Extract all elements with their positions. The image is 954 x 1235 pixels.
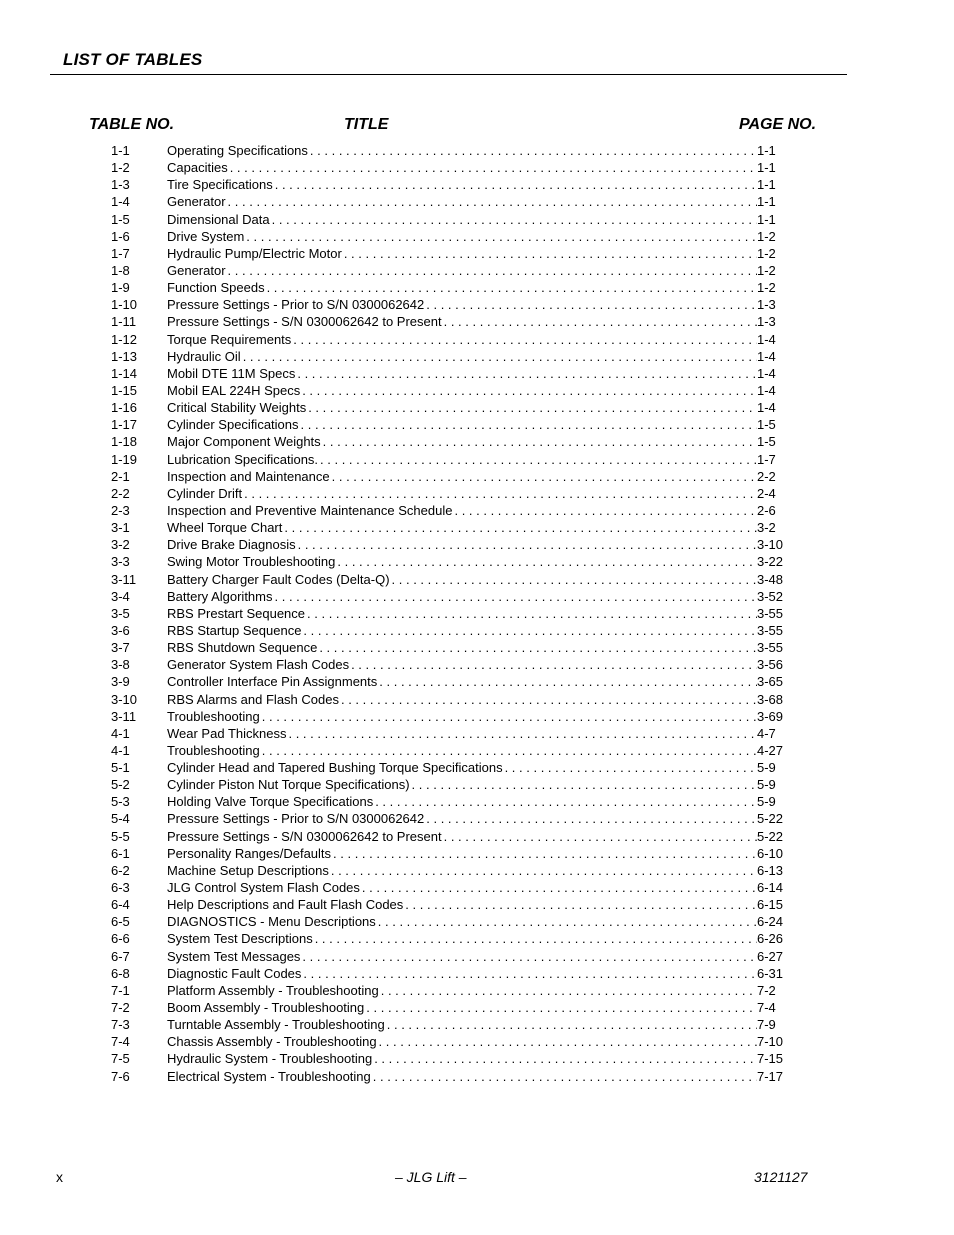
table-title: Controller Interface Pin Assignments (167, 674, 378, 690)
table-page-number: 1-1 (757, 160, 776, 176)
table-number: 6-7 (111, 948, 130, 964)
table-page-number: 1-2 (757, 280, 776, 296)
column-header-title: TITLE (344, 116, 389, 133)
dot-leader (244, 228, 757, 245)
table-page-number: 1-1 (757, 194, 776, 210)
list-item[interactable] (111, 691, 791, 708)
table-title: Drive System (167, 228, 245, 244)
dot-leader (424, 296, 757, 313)
table-title: Troubleshooting (167, 742, 260, 758)
table-page-number: 1-2 (757, 245, 776, 261)
list-item[interactable] (111, 828, 791, 845)
list-item[interactable] (111, 845, 791, 862)
dot-leader (228, 159, 757, 176)
table-page-number: 1-5 (757, 417, 776, 433)
column-header-page-no: PAGE NO. (739, 116, 817, 133)
table-page-number: 5-22 (757, 828, 784, 844)
table-number: 5-3 (111, 794, 130, 810)
table-page-number: 1-4 (757, 365, 776, 381)
dot-leader (308, 142, 757, 159)
table-number: 1-10 (111, 297, 138, 313)
dot-leader (403, 896, 757, 913)
table-title: Inspection and Preventive Maintenance Schedule (167, 502, 453, 518)
dot-leader (301, 622, 757, 639)
table-title: Battery Algorithms (167, 588, 273, 604)
table-title: Electrical System - Troubleshooting (167, 1068, 371, 1084)
table-page-number: 1-3 (757, 314, 776, 330)
table-number: 6-1 (111, 845, 130, 861)
table-number: 3-9 (111, 674, 130, 690)
table-number: 3-11 (111, 571, 137, 587)
list-item[interactable] (111, 331, 791, 348)
table-title: Diagnostic Fault Codes (167, 965, 302, 981)
table-list (111, 142, 791, 1085)
dot-leader (371, 1068, 757, 1085)
table-title: Machine Setup Descriptions (167, 862, 329, 878)
table-page-number: 1-4 (757, 348, 776, 364)
list-item[interactable] (111, 348, 791, 365)
list-item[interactable] (111, 365, 791, 382)
table-number: 1-19 (111, 451, 138, 467)
list-item[interactable] (111, 793, 791, 810)
table-title: Chassis Assembly - Troubleshooting (167, 1034, 377, 1050)
table-page-number: 7-4 (757, 1000, 776, 1016)
dot-leader (282, 519, 757, 536)
table-page-number: 5-9 (757, 760, 776, 776)
list-item[interactable] (111, 1050, 791, 1067)
dot-leader (331, 845, 757, 862)
table-number: 1-1 (111, 143, 130, 158)
table-page-number: 3-68 (757, 691, 784, 707)
dot-leader (291, 331, 757, 348)
list-item[interactable] (111, 588, 791, 605)
list-item[interactable] (111, 742, 791, 759)
table-title: JLG Control System Flash Codes (167, 880, 360, 896)
list-item[interactable] (111, 142, 791, 159)
list-item[interactable] (111, 725, 791, 742)
dot-leader (296, 536, 757, 553)
list-item[interactable] (111, 416, 791, 433)
dot-leader (317, 639, 757, 656)
table-number: 1-16 (111, 400, 138, 416)
dot-leader (377, 673, 757, 690)
dot-leader (349, 656, 757, 673)
table-page-number: 3-65 (757, 674, 784, 690)
dot-leader (373, 793, 757, 810)
list-item[interactable] (111, 296, 791, 313)
dot-leader (300, 948, 757, 965)
table-page-number: 3-10 (757, 537, 784, 553)
table-page-number: 2-4 (757, 485, 776, 501)
dot-leader (335, 553, 757, 570)
table-title: Generator (167, 194, 226, 210)
table-number: 1-12 (111, 331, 138, 347)
footer-brand: – JLG Lift – (395, 1169, 467, 1185)
list-item[interactable] (111, 571, 791, 588)
list-item[interactable] (111, 913, 791, 930)
table-title: Lubrication Specifications. (167, 451, 319, 467)
table-title: Cylinder Drift (167, 485, 243, 501)
list-item[interactable] (111, 245, 791, 262)
list-item[interactable] (111, 228, 791, 245)
table-number: 5-4 (111, 811, 130, 827)
table-title: DIAGNOSTICS - Menu Descriptions (167, 914, 376, 930)
table-title: Torque Requirements (167, 331, 292, 347)
table-page-number: 6-31 (757, 965, 784, 981)
table-page-number: 1-1 (757, 143, 776, 158)
list-item[interactable] (111, 519, 791, 536)
list-item[interactable] (111, 313, 791, 330)
table-number: 7-4 (111, 1034, 130, 1050)
list-item[interactable] (111, 553, 791, 570)
list-item[interactable] (111, 896, 791, 913)
table-title: Pressure Settings - S/N 0300062642 to Present (167, 828, 442, 844)
table-title: Personality Ranges/Defaults (167, 845, 332, 861)
dot-leader (376, 913, 757, 930)
table-number: 7-6 (111, 1068, 130, 1084)
list-item[interactable] (111, 879, 791, 896)
table-number: 2-3 (111, 502, 130, 518)
dot-leader (260, 742, 757, 759)
table-title: Help Descriptions and Fault Flash Codes (167, 897, 404, 913)
table-number: 1-4 (111, 194, 130, 210)
dot-leader (364, 999, 757, 1016)
table-number: 5-5 (111, 828, 130, 844)
table-title: System Test Messages (167, 948, 301, 964)
table-page-number: 3-48 (757, 571, 784, 587)
dot-leader (385, 1016, 757, 1033)
table-page-number: 6-27 (757, 948, 784, 964)
table-title: Holding Valve Torque Specifications (167, 794, 374, 810)
dot-leader (306, 399, 757, 416)
table-title: Tire Specifications (167, 177, 273, 193)
dot-leader (286, 725, 757, 742)
table-page-number: 7-10 (757, 1034, 784, 1050)
dot-leader (442, 828, 757, 845)
dot-leader (226, 262, 757, 279)
footer-page-number: x (56, 1169, 63, 1185)
list-item[interactable] (111, 999, 791, 1016)
table-page-number: 3-55 (757, 622, 784, 638)
dot-leader (299, 416, 757, 433)
table-title: Critical Stability Weights (167, 400, 307, 416)
list-item[interactable] (111, 759, 791, 776)
table-page-number: 1-2 (757, 228, 776, 244)
table-page-number: 7-17 (757, 1068, 784, 1084)
dot-leader (342, 245, 757, 262)
list-item[interactable] (111, 708, 791, 725)
table-title: Pressure Settings - S/N 0300062642 to Present (167, 314, 442, 330)
table-title: Pressure Settings - Prior to S/N 0300062642 (167, 811, 425, 827)
dot-leader (424, 810, 757, 827)
table-number: 3-3 (111, 554, 130, 570)
table-page-number: 3-55 (757, 605, 784, 621)
table-title: RBS Shutdown Sequence (167, 640, 318, 656)
list-item[interactable] (111, 433, 791, 450)
table-number: 3-8 (111, 657, 130, 673)
table-title: Wear Pad Thickness (167, 725, 287, 741)
table-title: Hydraulic Pump/Electric Motor (167, 245, 342, 261)
table-number: 1-3 (111, 177, 130, 193)
footer-doc-number: 3121127 (754, 1169, 808, 1185)
table-number: 3-1 (111, 520, 130, 536)
table-number: 1-15 (111, 382, 138, 398)
table-page-number: 6-13 (757, 862, 784, 878)
dot-leader (329, 862, 757, 879)
table-number: 7-3 (111, 1017, 130, 1033)
list-item[interactable] (111, 211, 791, 228)
dot-leader (313, 930, 757, 947)
table-page-number: 3-2 (757, 520, 776, 536)
dot-leader (410, 776, 757, 793)
table-title: System Test Descriptions (167, 931, 313, 947)
table-title: Generator System Flash Codes (167, 657, 350, 673)
table-title: Operating Specifications (167, 143, 308, 158)
dot-leader (295, 365, 757, 382)
table-number: 3-6 (111, 622, 130, 638)
table-number: 3-2 (111, 537, 130, 553)
table-page-number: 3-55 (757, 640, 784, 656)
list-item[interactable] (111, 982, 791, 999)
list-item[interactable] (111, 382, 791, 399)
table-number: 1-18 (111, 434, 138, 450)
table-title: Boom Assembly - Troubleshooting (167, 1000, 365, 1016)
table-number: 6-4 (111, 897, 130, 913)
table-title: Swing Motor Troubleshooting (167, 554, 336, 570)
table-number: 1-11 (111, 314, 137, 330)
table-page-number: 1-4 (757, 331, 776, 347)
table-page-number: 7-15 (757, 1051, 784, 1067)
page-header-title: LIST OF TABLES (63, 50, 203, 69)
table-number: 3-5 (111, 605, 130, 621)
table-title: RBS Startup Sequence (167, 622, 302, 638)
table-number: 3-11 (111, 708, 137, 724)
list-item[interactable] (111, 279, 791, 296)
table-title: Turntable Assembly - Troubleshooting (167, 1017, 385, 1033)
table-page-number: 1-5 (757, 434, 776, 450)
table-page-number: 1-7 (757, 451, 776, 467)
table-title: Mobil DTE 11M Specs (167, 365, 296, 381)
column-header-table-no: TABLE NO. (89, 116, 175, 133)
list-item[interactable] (111, 536, 791, 553)
table-number: 1-13 (111, 348, 138, 364)
table-number: 1-7 (111, 245, 130, 261)
list-item[interactable] (111, 622, 791, 639)
table-title: Hydraulic Oil (167, 348, 241, 364)
table-number: 1-6 (111, 228, 130, 244)
table-title: Generator (167, 262, 226, 278)
dot-leader (390, 571, 757, 588)
table-number: 7-5 (111, 1051, 130, 1067)
dot-leader (360, 879, 757, 896)
table-number: 2-1 (111, 468, 130, 484)
table-title: Battery Charger Fault Codes (Delta-Q) (167, 571, 390, 587)
table-number: 7-2 (111, 1000, 130, 1016)
table-page-number: 5-9 (757, 794, 776, 810)
table-page-number: 1-4 (757, 400, 776, 416)
list-item[interactable] (111, 605, 791, 622)
list-item[interactable] (111, 1033, 791, 1050)
table-page-number: 3-69 (757, 708, 784, 724)
table-title: Mobil EAL 224H Specs (167, 382, 301, 398)
table-number: 7-1 (111, 982, 130, 998)
table-title: Major Component Weights (167, 434, 321, 450)
table-title: RBS Alarms and Flash Codes (167, 691, 339, 707)
dot-leader (260, 708, 757, 725)
table-number: 4-1 (111, 742, 130, 758)
table-title: Hydraulic System - Troubleshooting (167, 1051, 373, 1067)
dot-leader (379, 982, 757, 999)
list-item[interactable] (111, 656, 791, 673)
table-page-number: 2-6 (757, 502, 776, 518)
table-number: 5-1 (111, 760, 130, 776)
table-number: 3-4 (111, 588, 130, 604)
table-title: Wheel Torque Chart (167, 520, 283, 536)
dot-leader (318, 451, 757, 468)
table-page-number: 7-2 (757, 982, 776, 998)
dot-leader (301, 965, 757, 982)
table-page-number: 6-14 (757, 880, 784, 896)
table-page-number: 1-1 (757, 177, 776, 193)
table-page-number: 1-4 (757, 382, 776, 398)
list-item[interactable] (111, 399, 791, 416)
table-number: 1-8 (111, 262, 130, 278)
table-number: 3-7 (111, 640, 130, 656)
table-title: Troubleshooting (167, 708, 260, 724)
table-number: 3-10 (111, 691, 138, 707)
dot-leader (273, 588, 758, 605)
table-page-number: 1-1 (757, 211, 776, 227)
list-item[interactable] (111, 176, 791, 193)
table-page-number: 6-24 (757, 914, 784, 930)
table-number: 6-2 (111, 862, 130, 878)
table-page-number: 1-3 (757, 297, 776, 313)
dot-leader (339, 691, 757, 708)
table-page-number: 7-9 (757, 1017, 776, 1033)
table-page-number: 2-2 (757, 468, 776, 484)
table-title: Function Speeds (167, 280, 265, 296)
table-number: 1-5 (111, 211, 130, 227)
table-title: Inspection and Maintenance (167, 468, 330, 484)
dot-leader (372, 1050, 757, 1067)
list-item[interactable] (111, 776, 791, 793)
table-title: Pressure Settings - Prior to S/N 0300062642 (167, 297, 425, 313)
list-item[interactable] (111, 1016, 791, 1033)
list-item[interactable] (111, 862, 791, 879)
table-number: 2-2 (111, 485, 130, 501)
dot-leader (300, 382, 757, 399)
dot-leader (273, 176, 757, 193)
list-item[interactable] (111, 485, 791, 502)
header-rule (50, 74, 847, 75)
dot-leader (270, 211, 757, 228)
dot-leader (321, 433, 757, 450)
dot-leader (265, 279, 757, 296)
table-number: 1-17 (111, 417, 138, 433)
table-title: Platform Assembly - Troubleshooting (167, 982, 379, 998)
list-item[interactable] (111, 810, 791, 827)
table-page-number: 4-7 (757, 725, 776, 741)
table-page-number: 1-2 (757, 262, 776, 278)
table-title: RBS Prestart Sequence (167, 605, 306, 621)
table-title: Capacities (167, 160, 228, 176)
table-page-number: 3-52 (757, 588, 784, 604)
dot-leader (241, 348, 757, 365)
list-item[interactable] (111, 468, 791, 485)
table-page-number: 5-9 (757, 777, 776, 793)
list-item[interactable] (111, 965, 791, 982)
table-page-number: 5-22 (757, 811, 784, 827)
list-item[interactable] (111, 159, 791, 176)
table-number: 6-3 (111, 880, 130, 896)
list-item[interactable] (111, 193, 791, 210)
table-title: Drive Brake Diagnosis (167, 537, 296, 553)
table-number: 4-1 (111, 725, 130, 741)
table-number: 1-9 (111, 280, 130, 296)
dot-leader (305, 605, 757, 622)
table-number: 6-8 (111, 965, 130, 981)
table-number: 1-14 (111, 365, 138, 381)
list-item[interactable] (111, 673, 791, 690)
table-number: 6-6 (111, 931, 130, 947)
list-item[interactable] (111, 930, 791, 947)
dot-leader (442, 313, 757, 330)
list-item[interactable] (111, 1068, 791, 1085)
dot-leader (377, 1033, 757, 1050)
table-number: 6-5 (111, 914, 130, 930)
table-title: Cylinder Head and Tapered Bushing Torque Specifications (167, 760, 503, 776)
dot-leader (452, 502, 757, 519)
list-item[interactable] (111, 639, 791, 656)
table-page-number: 3-22 (757, 554, 784, 570)
table-page-number: 4-27 (757, 742, 784, 758)
dot-leader (330, 468, 757, 485)
dot-leader (503, 759, 757, 776)
table-title: Cylinder Specifications (167, 417, 299, 433)
list-item[interactable] (111, 948, 791, 965)
list-item[interactable] (111, 451, 791, 468)
table-page-number: 6-10 (757, 845, 784, 861)
table-page-number: 6-15 (757, 897, 784, 913)
table-title: Cylinder Piston Nut Torque Specifications) (167, 777, 410, 793)
list-item[interactable] (111, 502, 791, 519)
table-number: 1-2 (111, 160, 130, 176)
table-page-number: 6-26 (757, 931, 784, 947)
list-item[interactable] (111, 262, 791, 279)
dot-leader (242, 485, 757, 502)
table-title: Dimensional Data (167, 211, 270, 227)
table-page-number: 3-56 (757, 657, 784, 673)
table-number: 5-2 (111, 777, 130, 793)
dot-leader (226, 193, 757, 210)
